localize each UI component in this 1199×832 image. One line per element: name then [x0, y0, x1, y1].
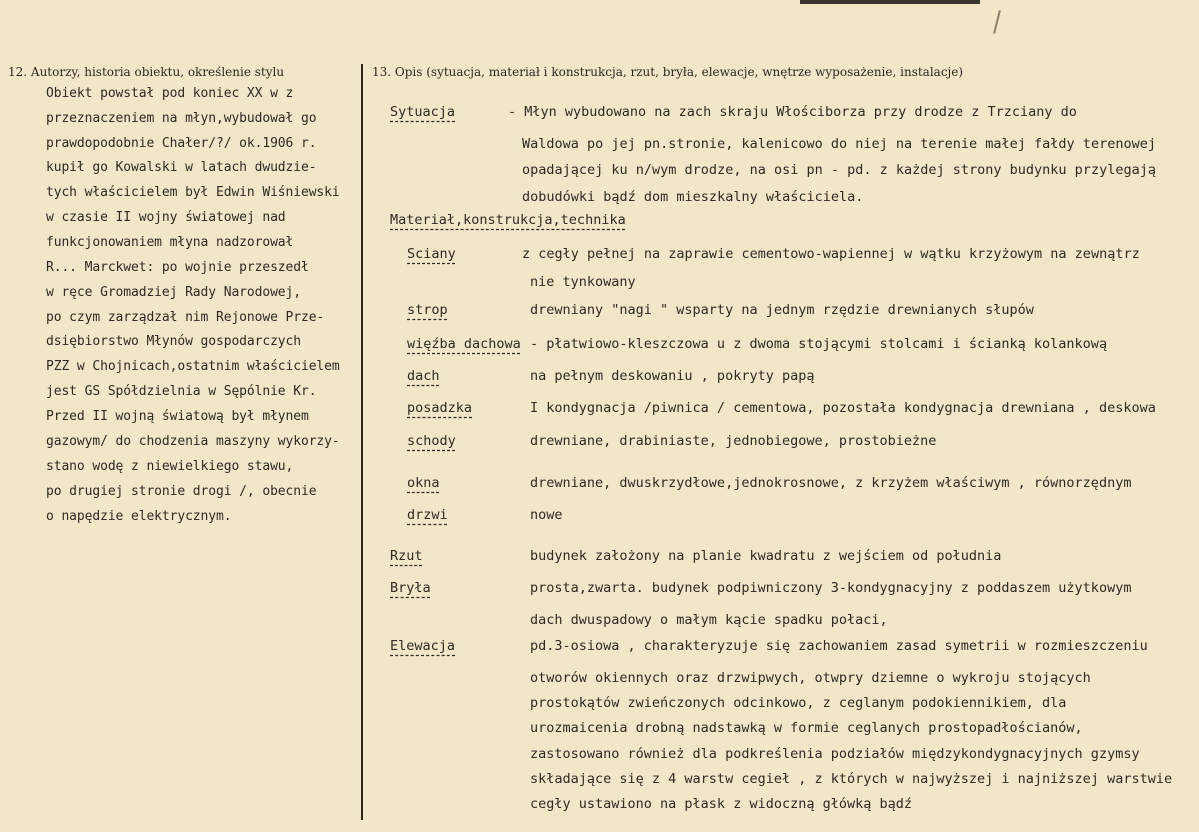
history-line: kupił go Kowalski w latach dwudzie- [46, 160, 317, 175]
text-sytuacja-cont: Waldowa po jej pn.stronie, kalenicowo do niej na terenie małej fałdy terenowej [522, 136, 1156, 152]
label-dach: dach [407, 368, 440, 384]
text-okna: drewniane, dwuskrzydłowe,jednokrosnowe, z krzyżem właściwym , równorzędnym [530, 475, 1132, 491]
text-rzut: budynek założony na planie kwadratu z wejściem od południa [530, 548, 1002, 564]
history-line: po drugiej stronie drogi /, obecnie [46, 484, 317, 499]
label-sytuacja: Sytuacja [390, 104, 456, 120]
text-elewacja-cont: składające się z 4 warstw cegieł , z których w najwyższej i najniższej warstwie [530, 771, 1173, 787]
history-line: Przed II wojną światową był młynem [46, 409, 309, 424]
history-line: tych właścicielem był Edwin Wiśniewski [46, 185, 340, 200]
text-elewacja-cont: zastosowano również dla podkreślenia podziałów międzykondygnacyjnych gzymsy [530, 746, 1140, 762]
history-line: prawdopodobnie Chałer/?/ ok.1906 r. [46, 136, 317, 151]
history-line: w czasie II wojny światowej nad [46, 210, 286, 225]
history-line: jest GS Spółdzielnia w Sępólnie Kr. [46, 384, 317, 399]
text-schody: drewniane, drabiniaste, jednobiegowe, prostobieżne [530, 433, 937, 449]
label-wiezba: więźba dachowa [407, 336, 521, 352]
material-heading: Materiał,konstrukcja,technika [390, 212, 626, 228]
label-rzut: Rzut [390, 548, 423, 564]
label-schody: schody [407, 433, 456, 449]
section-13-header: 13. Opis (sytuacja, materiał i konstrukcja, rzut, bryła, elewacje, wnętrze wyposażenie, instalacje) [372, 65, 964, 79]
label-bryla: Bryła [390, 580, 431, 596]
section-12-header: 12. Autorzy, historia obiektu, określenie stylu [8, 65, 285, 79]
history-line: dsiębiorstwo Młynów gospodarczych [46, 334, 301, 349]
history-line: po czym zarządzał nim Rejonowe Prze- [46, 310, 325, 325]
text-elewacja-cont: otworów okiennych oraz drzwipwych, otwpry dziemne o wykroju stojących [530, 670, 1091, 686]
history-line: przeznaczeniem na młyn,wybudował go [46, 111, 317, 126]
text-sytuacja-cont: opadającej ku n/wym drodze, na osi pn - pd. z każdej strony budynku przylegają [522, 162, 1156, 178]
label-sciany: Sciany [407, 246, 456, 262]
label-strop: strop [407, 302, 448, 318]
text-elewacja-cont: urozmaicenia drobną nadstawką w formie ceglanych prostopadłościanów, [530, 720, 1083, 736]
text-sciany: z cegły pełnej na zaprawie cementowo-wapiennej w wątku krzyżowym na zewnątrz [522, 246, 1140, 262]
pencil-mark [993, 10, 1001, 34]
text-strop: drewniany "nagi " wsparty na jednym rzędzie drewnianych słupów [530, 302, 1034, 318]
text-bryla-cont: dach dwuspadowy o małym kącie spadku połaci, [530, 612, 888, 628]
history-line: R... Marckwet: po wojnie przeszedł [46, 260, 309, 275]
text-elewacja: pd.3-osiowa , charakteryzuje się zachowaniem zasad symetrii w rozmieszczeniu [530, 638, 1148, 654]
history-line: PZZ w Chojnicach,ostatnim właścicielem [46, 359, 340, 374]
text-sytuacja: - Młyn wybudowano na zach skraju Włościborza przy drodze z Trzciany do [508, 104, 1077, 120]
column-divider [361, 64, 363, 820]
label-elewacja: Elewacja [390, 638, 456, 654]
history-line: Obiekt powstał pod koniec XX w z [46, 86, 294, 101]
text-dach: na pełnym deskowaniu , pokryty papą [530, 368, 815, 384]
text-posadzka: I kondygnacja /piwnica / cementowa, pozostała kondygnacja drewniana , deskowa [530, 400, 1156, 416]
history-line: funkcjonowaniem młyna nadzorował [46, 235, 294, 250]
text-sciany-cont: nie tynkowany [530, 274, 636, 290]
history-line: w ręce Gromadziej Rady Narodowej, [46, 285, 301, 300]
history-line: gazowym/ do chodzenia maszyny wykorzy- [46, 434, 340, 449]
label-drzwi: drzwi [407, 507, 448, 523]
text-wiezba: - płatwiowo-kleszczowa u z dwoma stojącymi stolcami i ścianką kolankową [530, 336, 1108, 352]
text-elewacja-cont: cegły ustawiono na płask z widoczną główką bądź [530, 796, 913, 812]
text-sytuacja-cont: dobudówki bądź dom mieszkalny właściciela. [522, 189, 864, 205]
label-okna: okna [407, 475, 440, 491]
text-elewacja-cont: prostokątów zwieńczonych odcinkowo, z ceglanym podokiennikiem, dla [530, 695, 1067, 711]
top-edge-strip [800, 0, 980, 4]
label-posadzka: posadzka [407, 400, 473, 416]
history-line: o napędzie elektrycznym. [46, 509, 232, 524]
text-drzwi: nowe [530, 507, 563, 523]
history-line: stano wodę z niewielkiego stawu, [46, 459, 294, 474]
text-bryla: prosta,zwarta. budynek podpiwniczony 3-kondygnacyjny z poddaszem użytkowym [530, 580, 1132, 596]
